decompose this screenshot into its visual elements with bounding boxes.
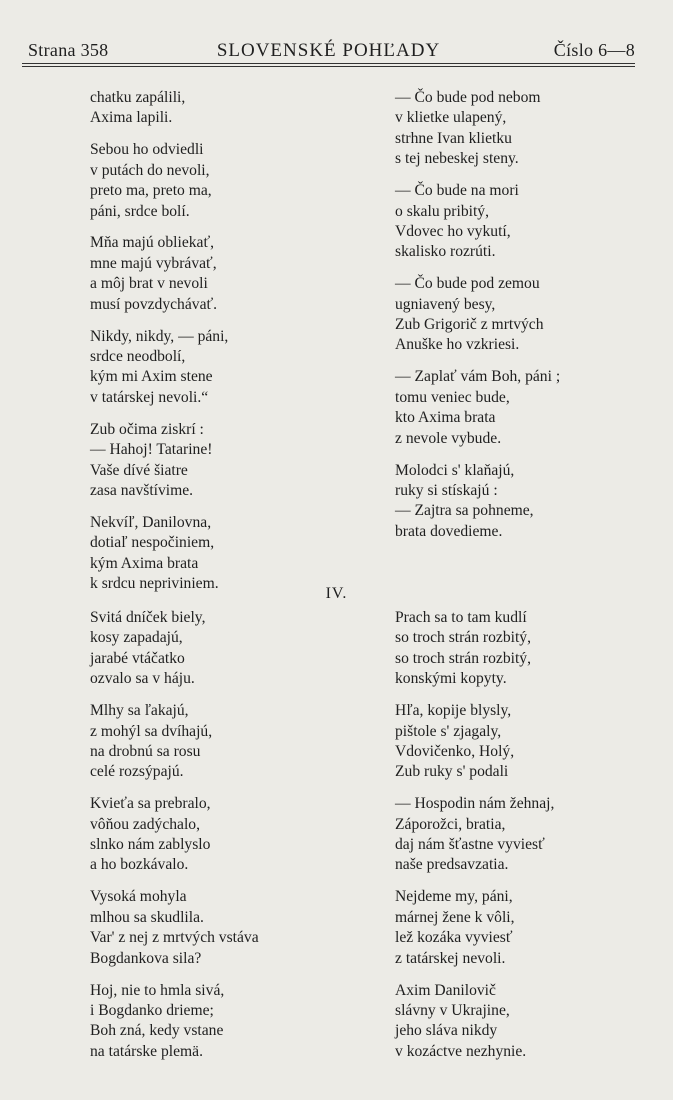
verse-line: dotiaľ nespočiniem,: [90, 534, 215, 552]
verse-line: i Bogdanko drieme;: [90, 1001, 214, 1019]
stanza: [90, 887, 360, 969]
poem-column-bottom-right: [395, 608, 665, 1074]
verse-line: brata dovedieme.: [395, 522, 503, 540]
page-number: Strana 358: [28, 40, 109, 60]
verse-line: Molodci s' klaňajú,: [395, 461, 515, 479]
stanza: [395, 274, 665, 356]
poem-column-top-left: [90, 88, 360, 606]
verse-line: Hľa, kopije blysly,: [395, 702, 512, 720]
journal-title: SLOVENSKÉ POHĽADY: [216, 40, 441, 61]
verse-line: Nejdeme my, páni,: [395, 888, 513, 906]
verse-line: tomu veniec bude,: [395, 388, 510, 406]
verse-line: — Čo bude pod nebom: [395, 89, 541, 106]
verse-line: — Hahoj! Tatarine!: [90, 441, 213, 459]
verse-line: chatku zapálili,: [90, 89, 186, 106]
verse-line: — Čo bude na mori: [395, 182, 519, 200]
verse-line: páni, srdce bolí.: [90, 202, 190, 220]
verse-line: z mohýl sa dvíhajú,: [90, 722, 213, 740]
verse-line: Zub očima ziskrí :: [90, 420, 204, 438]
verse-line: Axima lapili.: [90, 109, 173, 127]
verse-line: pištole s' zjagaly,: [395, 722, 502, 740]
stanza: [395, 981, 665, 1063]
verse-line: a ho bozkávalo.: [90, 856, 189, 874]
verse-line: Nekvíľ, Danilovna,: [90, 513, 212, 531]
verse-line: ruky si stískajú :: [395, 481, 498, 499]
verse-line: kým Axima brata: [90, 554, 199, 572]
verse-line: naše predsavzatia.: [395, 856, 509, 874]
verse-line: v putách do nevoli,: [90, 161, 210, 179]
verse-line: Vdovičenko, Holý,: [395, 742, 515, 760]
verse-line: Záporožci, bratia,: [395, 815, 506, 833]
stanza: [90, 420, 360, 502]
stanza: [395, 701, 665, 783]
stanza: [90, 327, 360, 409]
verse-line: jarabé vtáčatko: [90, 649, 185, 667]
verse-line: Var' z nej z mrtvých vstáva: [90, 929, 259, 947]
verse-line: Vaše dívé šiatre: [90, 461, 188, 479]
verse-line: slnko nám zablyslo: [90, 836, 211, 854]
section-number: IV.: [325, 585, 348, 602]
verse-line: v tatárskej nevoli.“: [90, 388, 209, 406]
verse-line: — Čo bude pod zemou: [395, 275, 540, 293]
verse-line: márnej žene k vôli,: [395, 908, 515, 926]
verse-line: s tej nebeskej steny.: [395, 150, 519, 168]
verse-line: preto ma, preto ma,: [90, 182, 212, 200]
stanza: [90, 233, 360, 315]
stanza: [90, 794, 360, 876]
verse-line: Axim Danilovič: [395, 981, 496, 999]
poem-column-bottom-left: [90, 608, 360, 1074]
verse-line: Kvieťa sa prebralo,: [90, 795, 211, 813]
stanza: [90, 981, 360, 1063]
verse-line: celé rozsýpajú.: [90, 763, 184, 781]
verse-line: mlhou sa skudlila.: [90, 908, 204, 926]
header-rule-double: [22, 66, 635, 67]
verse-line: a môj brat v nevoli: [90, 275, 208, 293]
verse-line: na drobnú sa rosu: [90, 742, 201, 760]
verse-line: Zub Grigorič z mrtvých: [395, 316, 544, 334]
verse-line: jeho sláva nikdy: [395, 1022, 498, 1040]
verse-line: skalisko rozrúti.: [395, 243, 496, 261]
issue-number: Číslo 6—8: [553, 40, 635, 60]
verse-line: Zub ruky s' podali: [395, 763, 509, 781]
verse-line: k srdcu nepriviniem.: [90, 575, 219, 593]
stanza: [90, 701, 360, 783]
verse-line: — Zajtra sa pohneme,: [395, 502, 534, 520]
verse-line: Svitá dníček biely,: [90, 609, 206, 626]
verse-line: Hoj, nie to hmla sivá,: [90, 981, 225, 999]
stanza: [395, 367, 665, 449]
verse-line: Sebou ho odviedli: [90, 141, 204, 159]
verse-line: Anuške ho vzkriesi.: [395, 336, 520, 354]
verse-line: ugniavený besy,: [395, 295, 496, 313]
verse-line: konskými kopyty.: [395, 670, 507, 688]
verse-line: Vysoká mohyla: [90, 888, 187, 906]
verse-line: kto Axima brata: [395, 409, 496, 427]
verse-line: daj nám šťastne vyviesť: [395, 836, 545, 854]
verse-line: so troch strán rozbitý,: [395, 649, 531, 667]
stanza: [395, 794, 665, 876]
verse-line: Boh zná, kedy vstane: [90, 1022, 224, 1040]
verse-line: v kozáctve nezhynie.: [395, 1042, 527, 1060]
stanza: [395, 181, 665, 263]
verse-line: v klietke ulapený,: [395, 109, 507, 127]
poem-column-top-right: [395, 88, 665, 554]
verse-line: zasa navštívime.: [90, 481, 194, 499]
verse-line: — Zaplať vám Boh, páni ;: [395, 368, 561, 386]
stanza: [90, 88, 360, 129]
verse-line: musí povzdychávať.: [90, 295, 218, 313]
verse-line: z tatárskej nevoli.: [395, 949, 506, 967]
verse-line: lež kozáka vyviesť: [395, 929, 513, 947]
stanza: [395, 461, 665, 543]
verse-line: Mňa majú obliekať,: [90, 234, 215, 252]
stanza: [90, 608, 360, 690]
running-header: [22, 40, 635, 64]
verse-line: Prach sa to tam kudlí: [395, 609, 527, 626]
verse-line: o skalu pribitý,: [395, 202, 489, 220]
verse-line: Bogdankova sila?: [90, 949, 202, 967]
verse-line: strhne Ivan klietku: [395, 129, 512, 147]
stanza: [395, 887, 665, 969]
stanza: [395, 608, 665, 690]
verse-line: vôňou zadýchalo,: [90, 815, 200, 833]
verse-line: Vdovec ho vykutí,: [395, 222, 511, 240]
verse-line: mne majú vybrávať,: [90, 254, 217, 272]
verse-line: Nikdy, nikdy, — páni,: [90, 327, 229, 345]
verse-line: — Hospodin nám žehnaj,: [395, 795, 555, 813]
verse-line: so troch strán rozbitý,: [395, 629, 531, 647]
verse-line: slávny v Ukrajine,: [395, 1001, 510, 1019]
stanza: [395, 88, 665, 170]
verse-line: srdce neodbolí,: [90, 347, 186, 365]
verse-line: ozvalo sa v háju.: [90, 670, 195, 688]
verse-line: kosy zapadajú,: [90, 629, 183, 647]
header-rule: [22, 63, 635, 64]
stanza: [90, 140, 360, 222]
verse-line: z nevole vybude.: [395, 429, 502, 447]
verse-line: Mlhy sa ľakajú,: [90, 702, 189, 720]
stanza: [90, 513, 360, 595]
verse-line: na tatárske plemä.: [90, 1042, 204, 1060]
verse-line: kým mi Axim stene: [90, 368, 213, 386]
